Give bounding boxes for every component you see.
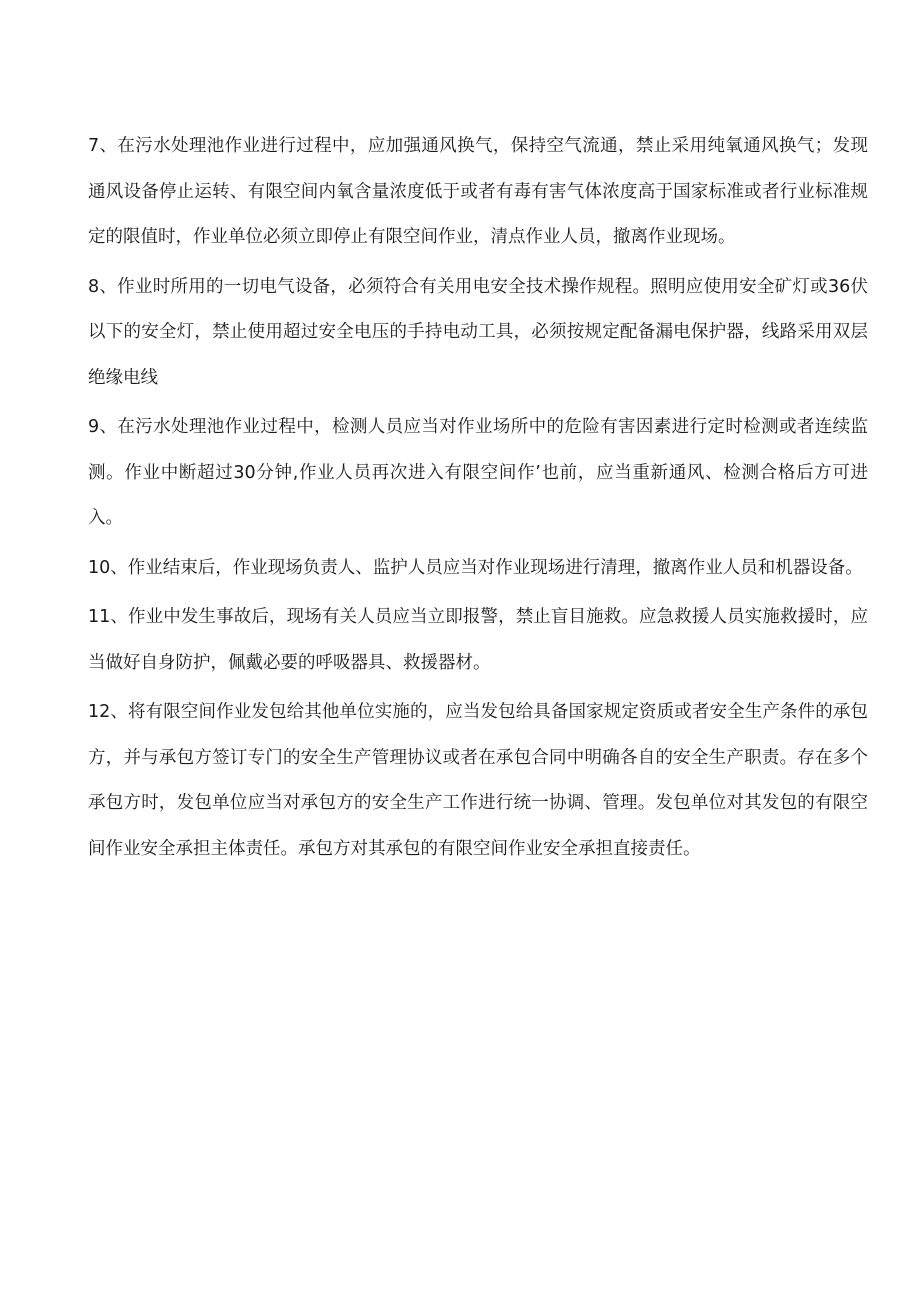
paragraph-item-8: 8、作业时所用的一切电气设备，必须符合有关用电安全技术操作规程。照明应使用安全矿灯或36伏以下的安全灯，禁止使用超过安全电压的手持电动工具，必须按规定配备漏电保护器，线路采用双层绝缘电线 (88, 276, 868, 388)
paragraph-item-11: 11、作业中发生事故后，现场有关人员应当立即报警，禁止盲目施救。应急救援人员实施救援时，应当做好自身防护，佩戴必要的呼吸器具、救援器材。 (88, 607, 868, 673)
document-body (88, 124, 868, 876)
paragraph-item-9: 9、在污水处理池作业过程中，检测人员应当对作业场所中的危险有害因素进行定时检测或者连续监测。作业中断超过30分钟,作业人员再次进入有限空间作’也前，应当重新通风、检测合格后方可进入。 (88, 417, 868, 528)
paragraph-item-12: 12、将有限空间作业发包给其他单位实施的，应当发包给具备国家规定资质或者安全生产条件的承包方，并与承包方签订专门的安全生产管理协议或者在承包合同中明确各自的安全生产职责。存在多个承包方时，发包单位应当对承包方的安全生产工作进行统一协调、管理。发包单位对其发包的有限空间作业安全承担主体责任。承包方对其承包的有限空间作业安全承担直接责任。 (88, 702, 868, 859)
paragraph-item-7: 7、在污水处理池作业进行过程中，应加强通风换气，保持空气流通，禁止采用纯氧通风换气；发现通风设备停止运转、有限空间内氧含量浓度低于或者有毒有害气体浓度高于国家标准或者行业标准规定的限值时，作业单位必须立即停止有限空间作业，清点作业人员，撤离作业现场。 (88, 136, 868, 247)
paragraph-item-10: 10、作业结束后，作业现场负责人、监护人员应当对作业现场进行清理，撤离作业人员和机器设备。 (88, 557, 863, 578)
